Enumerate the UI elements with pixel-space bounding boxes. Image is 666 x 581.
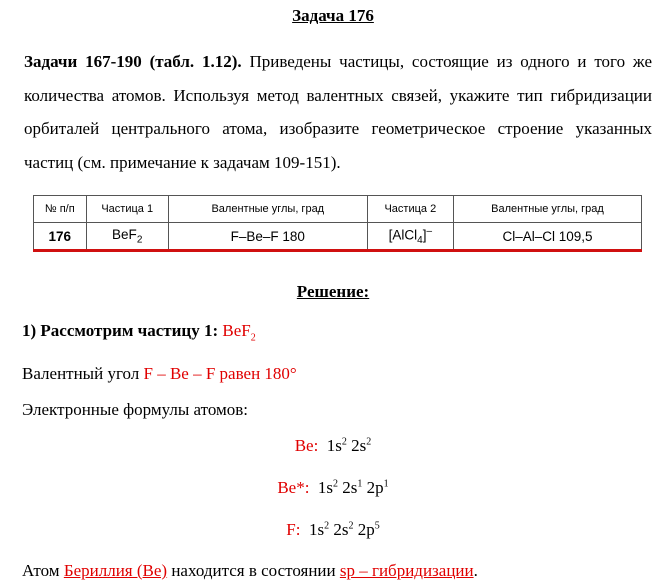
formula-be: Be: $1s^2$ $2s^2$ bbox=[294, 436, 372, 455]
particle2-cell: [AlCl$_4$]– bbox=[367, 223, 453, 251]
particles-table bbox=[33, 195, 642, 252]
problem-text: Приведены частицы, состоящие из одного и того же количества атомов. Используя метод валентных связей, укажите тип гибридизации орбиталей центрального атома, изобразите геометрическое строение указанных частиц (см. примечание к задачам 109-151). bbox=[24, 52, 652, 172]
step1-formula: BeF$_2$ bbox=[222, 321, 256, 344]
table-header: № п/п bbox=[34, 196, 87, 223]
formula-be-excited: Be*: $1s^2$ $2s^1$ $2p^1$ bbox=[277, 478, 389, 497]
angle2-cell: Cl–Al–Cl 109,5 bbox=[454, 223, 642, 251]
table-header: Частица 2 bbox=[367, 196, 453, 223]
formula-f: F: $1s^2$ $2s^2$ $2p^5$ bbox=[286, 520, 380, 539]
table-header: Валентные углы, град bbox=[454, 196, 642, 223]
particle1-cell: BeF$_2$ bbox=[86, 223, 168, 251]
table-header: Частица 1 bbox=[86, 196, 168, 223]
step1-label: 1) Рассмотрим частицу 1: bbox=[22, 321, 223, 340]
hybridization-line: Атом Бериллия (Be) находится в состоянии sp – гибридизации. bbox=[22, 561, 478, 580]
table-row bbox=[34, 223, 642, 251]
step1-line bbox=[22, 321, 256, 343]
angle1-cell: F–Be–F 180 bbox=[168, 223, 367, 251]
valence-angle-line: Валентный угол F – Be – F равен 180° bbox=[22, 364, 297, 383]
table-header-row bbox=[34, 196, 642, 223]
table-header: Валентные углы, град bbox=[168, 196, 367, 223]
electron-formulas-heading: Электронные формулы атомов: bbox=[22, 400, 249, 419]
task-number-cell: 176 bbox=[34, 223, 87, 251]
problem-reference: Задачи 167-190 (табл. 1.12). bbox=[24, 52, 242, 71]
page-title: Задача 176 bbox=[292, 6, 374, 25]
solution-heading: Решение: bbox=[296, 282, 370, 301]
problem-statement bbox=[24, 45, 652, 179]
